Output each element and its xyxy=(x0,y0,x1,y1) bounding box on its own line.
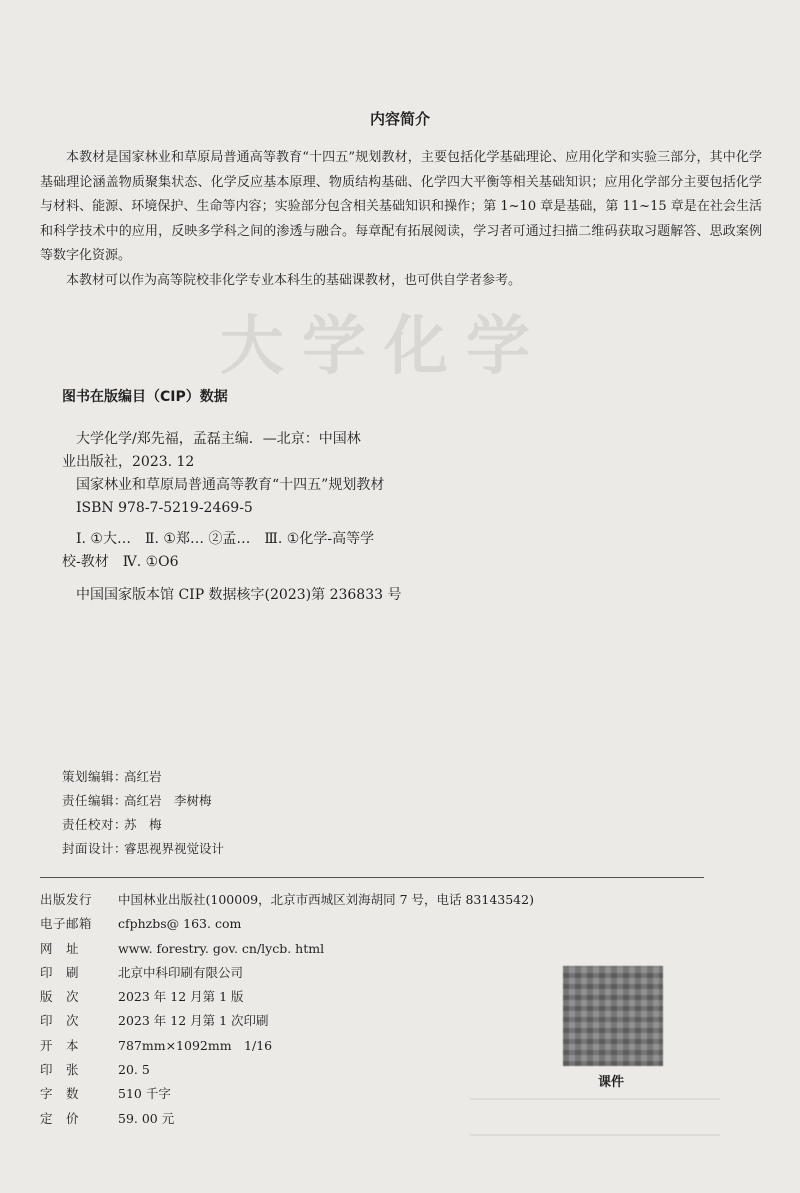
staff-row xyxy=(62,765,224,789)
cip-line-1: 大学化学/郑先福，孟磊主编．—北京：中国林 xyxy=(76,431,361,447)
pub-row xyxy=(40,888,534,912)
pub-label: 定 价 xyxy=(40,1110,80,1126)
pub-label: 印 刷 xyxy=(40,964,80,980)
pub-row xyxy=(40,1082,534,1106)
pub-row xyxy=(40,1009,534,1033)
section-divider xyxy=(40,877,704,878)
cip-line-2: 业出版社，2023. 12 xyxy=(62,454,195,470)
pub-label: 电子邮箱 xyxy=(40,916,93,932)
cip-line-4: ISBN 978-7-5219-2469-5 xyxy=(76,500,253,516)
staff-label: 策划编辑： xyxy=(62,769,128,784)
editorial-staff xyxy=(62,765,224,861)
pub-value: 510 千字 xyxy=(118,1086,171,1102)
pub-label: 网 址 xyxy=(40,940,80,956)
staff-label: 责任编辑： xyxy=(62,793,128,808)
staff-row xyxy=(62,789,224,813)
cip-title: 图书在版编目（CIP）数据 xyxy=(62,389,228,405)
staff-row xyxy=(62,837,224,861)
pub-row xyxy=(40,912,534,936)
qr-code-icon[interactable] xyxy=(563,966,663,1066)
cip-block xyxy=(62,428,482,607)
staff-label: 责任校对： xyxy=(62,817,128,832)
pub-label: 出版发行 xyxy=(40,892,93,907)
pub-value: 中国林业出版社(100009，北京市西城区刘海胡同 7 号，电话 83143542) xyxy=(118,892,534,907)
staff-value: 高红岩 xyxy=(124,769,162,784)
pub-label: 印 次 xyxy=(40,1013,80,1029)
intro-paragraph-1: 本教材是国家林业和草原局普通高等教育“十四五”规划教材，主要包括化学基础理论、应用化学和实验三部分，其中化学基础理论涵盖物质聚集状态、化学反应基本原理、物质结构基础、化学四大平衡等相关基础知识；应用化学部分主要包括化学与材料、能源、环境保护、生命等内容；实验部分包含相关基础知识和操作；第 1~10 章是基础，第 11~15 章是在社会生活和科学技术中的应用，反映多学科之间的渗透与融合。每章配有拓展阅读，学习者可通过扫描二维码获取习题解答、思政案例等数字化资源。 xyxy=(40,150,762,263)
pub-label: 版 次 xyxy=(40,989,80,1005)
staff-value: 高红岩 李树梅 xyxy=(124,793,212,808)
staff-row xyxy=(62,813,224,837)
pub-row xyxy=(40,1058,534,1082)
pub-value: 20. 5 xyxy=(118,1062,150,1078)
cip-line-3: 国家林业和草原局普通高等教育“十四五”规划教材 xyxy=(76,477,385,493)
pub-label: 开 本 xyxy=(40,1037,80,1053)
staff-label: 封面设计： xyxy=(62,841,128,856)
pub-value: 北京中科印刷有限公司 xyxy=(118,964,244,980)
cover-title-watermark: 大学化学 xyxy=(220,310,548,384)
pub-row xyxy=(40,985,534,1009)
pub-value: 2023 年 12 月第 1 版 xyxy=(118,989,244,1005)
pub-value: 59. 00 元 xyxy=(118,1110,175,1126)
intro-title: 内容简介 xyxy=(369,110,430,128)
pub-row xyxy=(40,937,534,961)
staff-value: 苏 梅 xyxy=(124,817,162,832)
intro-text xyxy=(40,146,762,293)
pub-row xyxy=(40,1107,534,1131)
cip-line-7: 中国国家版本馆 CIP 数据核字(2023)第 236833 号 xyxy=(76,587,402,603)
publishing-info xyxy=(40,888,534,1131)
pub-label: 印 张 xyxy=(40,1062,80,1078)
pub-label: 字 数 xyxy=(40,1086,80,1102)
pub-row xyxy=(40,961,534,985)
cip-line-6: 校-教材 Ⅳ. ①O6 xyxy=(62,554,179,570)
pub-row xyxy=(40,1034,534,1058)
pub-value: 787mm×1092mm 1/16 xyxy=(118,1037,273,1053)
pub-value: www. forestry. gov. cn/lycb. html xyxy=(118,940,325,956)
qr-caption: 课件 xyxy=(598,1075,625,1090)
pub-value: cfphzbs@ 163. com xyxy=(118,916,242,932)
pub-value: 2023 年 12 月第 1 次印刷 xyxy=(118,1013,269,1029)
intro-paragraph-2: 本教材可以作为高等院校非化学专业本科生的基础课教材，也可供自学者参考。 xyxy=(66,272,522,288)
staff-value: 睿思视界视觉设计 xyxy=(124,841,225,856)
cip-line-5: Ⅰ. ①大… Ⅱ. ①郑… ②孟… Ⅲ. ①化学-高等学 xyxy=(76,531,375,547)
